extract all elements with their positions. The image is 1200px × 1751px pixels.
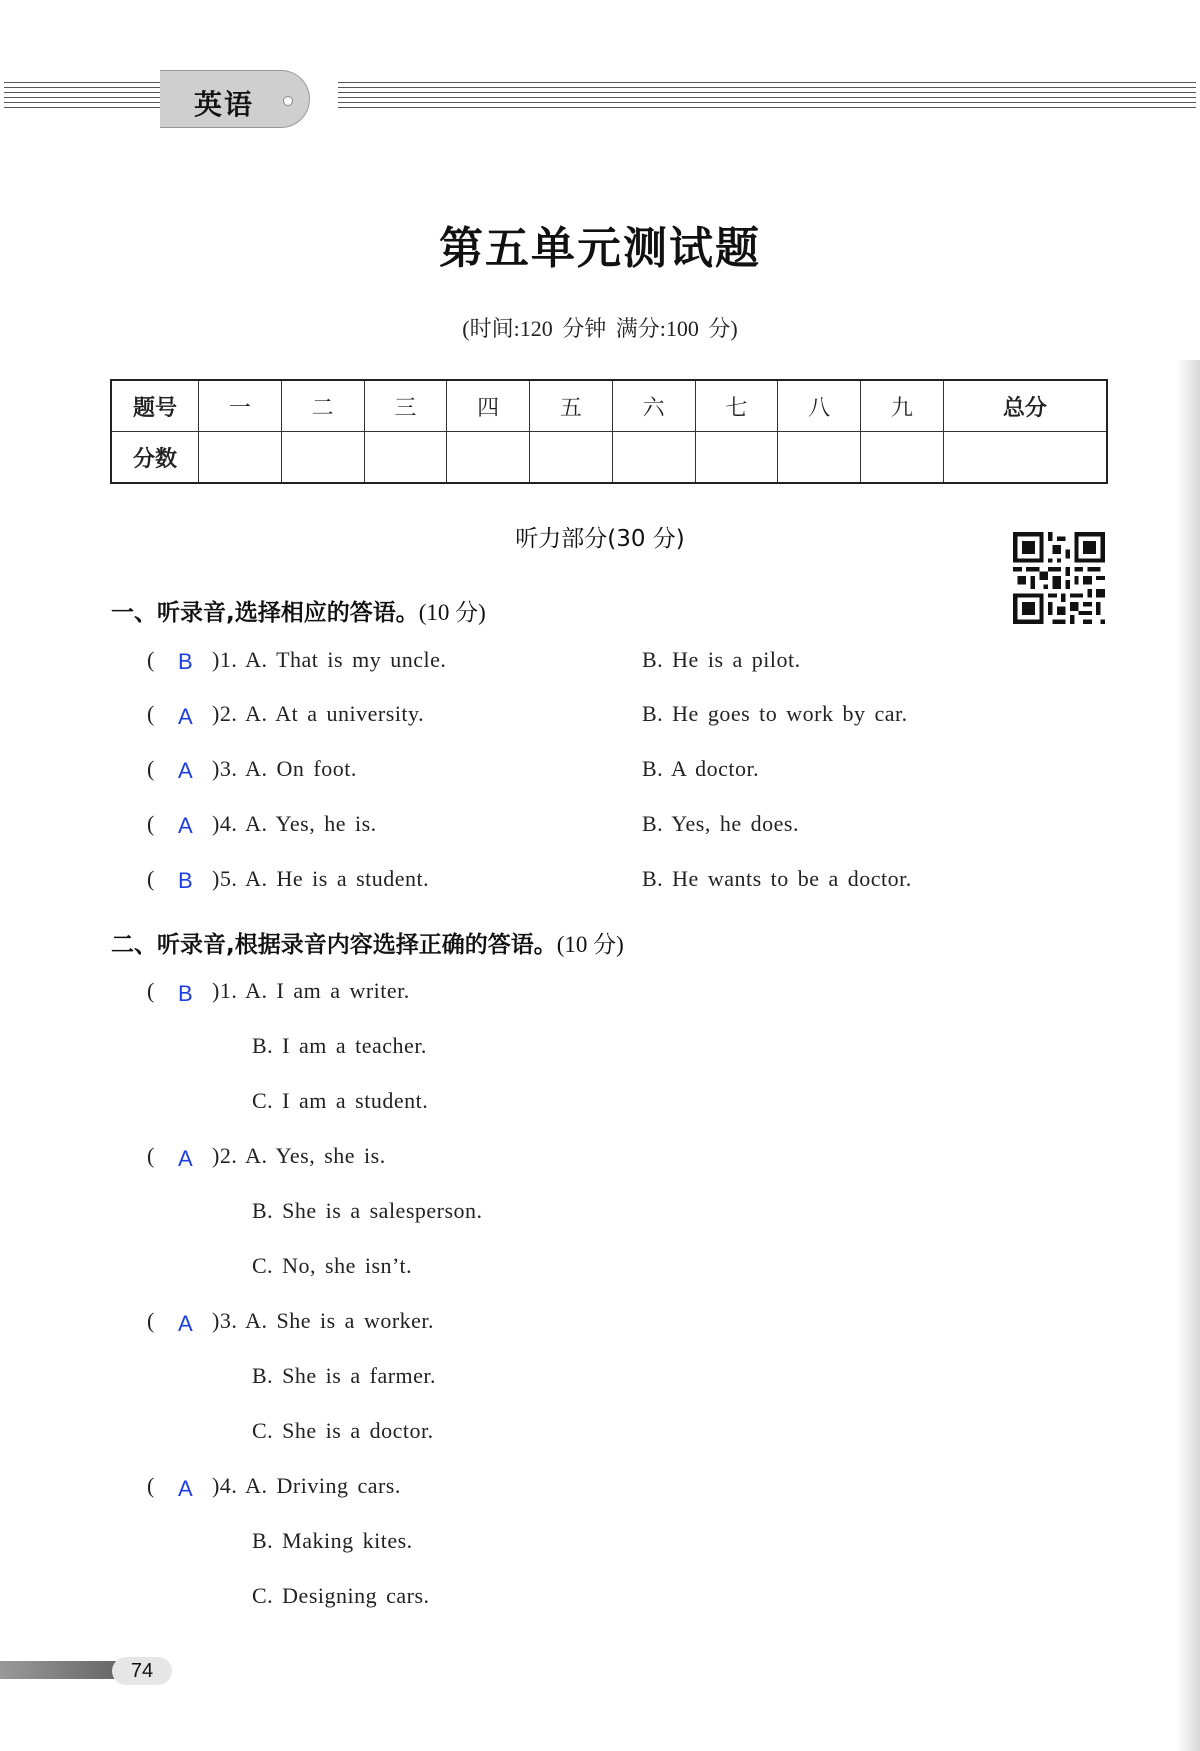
- option-a: )3. A. On foot.: [212, 756, 357, 781]
- section1-heading: [111, 594, 486, 627]
- score-cell[interactable]: [943, 432, 1107, 484]
- section1-points: (10 分): [418, 600, 486, 625]
- tab-hole-icon: [283, 96, 293, 106]
- option-b: B. A doctor.: [642, 756, 760, 781]
- open-paren: (: [147, 647, 155, 672]
- listening-part-title: 听力部分(30 分): [515, 526, 685, 552]
- score-cell[interactable]: [281, 432, 364, 484]
- option-a: )1. A. That is my uncle.: [212, 647, 447, 672]
- header-lines-left: [4, 82, 160, 116]
- section2-points: (10 分): [556, 932, 624, 957]
- open-paren: (: [147, 1143, 155, 1168]
- answer-mark[interactable]: B: [178, 868, 193, 893]
- page-number: 74: [112, 1657, 172, 1685]
- option-a: )2. A. Yes, she is.: [212, 1143, 386, 1168]
- col-7: 七: [695, 380, 778, 432]
- col-total: 总分: [943, 380, 1107, 432]
- open-paren: (: [147, 701, 155, 726]
- subject-tab: [160, 70, 310, 128]
- option-a: )5. A. He is a student.: [212, 866, 430, 891]
- option-b: B. He is a pilot.: [642, 647, 801, 672]
- answer-mark[interactable]: B: [178, 981, 193, 1006]
- qr-code-icon[interactable]: [1013, 532, 1105, 624]
- exam-info: (时间:120 分钟 满分:100 分): [462, 316, 738, 341]
- option-a: )2. A. At a university.: [212, 701, 425, 726]
- answer-mark[interactable]: B: [178, 649, 193, 674]
- open-paren: (: [147, 1473, 155, 1498]
- col-6: 六: [612, 380, 695, 432]
- answer-mark[interactable]: A: [178, 758, 193, 783]
- score-cell[interactable]: [447, 432, 530, 484]
- answer-mark[interactable]: A: [178, 704, 193, 729]
- score-cell[interactable]: [778, 432, 861, 484]
- col-9: 九: [861, 380, 944, 432]
- section1-heading-text: 一、听录音,选择相应的答语。: [111, 600, 419, 626]
- option-a: )1. A. I am a writer.: [212, 978, 410, 1003]
- score-cell[interactable]: [364, 432, 447, 484]
- page-edge-shadow: [1176, 360, 1200, 1751]
- score-cell[interactable]: [612, 432, 695, 484]
- row-head-score: 分数: [111, 432, 199, 484]
- col-1: 一: [199, 380, 282, 432]
- score-cell[interactable]: [199, 432, 282, 484]
- score-table-score-row: [111, 432, 1107, 484]
- option-a: )4. A. Driving cars.: [212, 1473, 401, 1498]
- section2-heading: [111, 926, 624, 959]
- option-b: B. He goes to work by car.: [642, 701, 908, 726]
- answer-mark[interactable]: A: [178, 1476, 193, 1501]
- answer-mark[interactable]: A: [178, 1146, 193, 1171]
- page-title: 第五单元测试题: [439, 224, 761, 273]
- score-table: [110, 379, 1108, 484]
- open-paren: (: [147, 1308, 155, 1333]
- col-8: 八: [778, 380, 861, 432]
- col-5: 五: [530, 380, 613, 432]
- option-c: C. No, she isn’t.: [252, 1253, 413, 1278]
- score-table-header-row: [111, 380, 1107, 432]
- option-b: B. Making kites.: [252, 1528, 413, 1553]
- subject-label: 英语: [194, 88, 255, 121]
- section2-heading-text: 二、听录音,根据录音内容选择正确的答语。: [111, 932, 557, 958]
- option-a: )4. A. Yes, he is.: [212, 811, 377, 836]
- col-4: 四: [447, 380, 530, 432]
- option-b: B. Yes, he does.: [642, 811, 799, 836]
- option-b: B. She is a salesperson.: [252, 1198, 483, 1223]
- option-c: C. Designing cars.: [252, 1583, 430, 1608]
- answer-mark[interactable]: A: [178, 813, 193, 838]
- option-b: B. He wants to be a doctor.: [642, 866, 912, 891]
- score-cell[interactable]: [530, 432, 613, 484]
- option-b: B. She is a farmer.: [252, 1363, 437, 1388]
- open-paren: (: [147, 811, 155, 836]
- score-cell[interactable]: [861, 432, 944, 484]
- col-3: 三: [364, 380, 447, 432]
- header-lines-right: [338, 82, 1196, 116]
- row-head-number: 题号: [111, 380, 199, 432]
- answer-mark[interactable]: A: [178, 1311, 193, 1336]
- open-paren: (: [147, 756, 155, 781]
- option-a: )3. A. She is a worker.: [212, 1308, 435, 1333]
- score-cell[interactable]: [695, 432, 778, 484]
- open-paren: (: [147, 978, 155, 1003]
- open-paren: (: [147, 866, 155, 891]
- col-2: 二: [281, 380, 364, 432]
- option-c: C. She is a doctor.: [252, 1418, 434, 1443]
- option-c: C. I am a student.: [252, 1088, 429, 1113]
- footer-bar: [0, 1661, 120, 1679]
- option-b: B. I am a teacher.: [252, 1033, 427, 1058]
